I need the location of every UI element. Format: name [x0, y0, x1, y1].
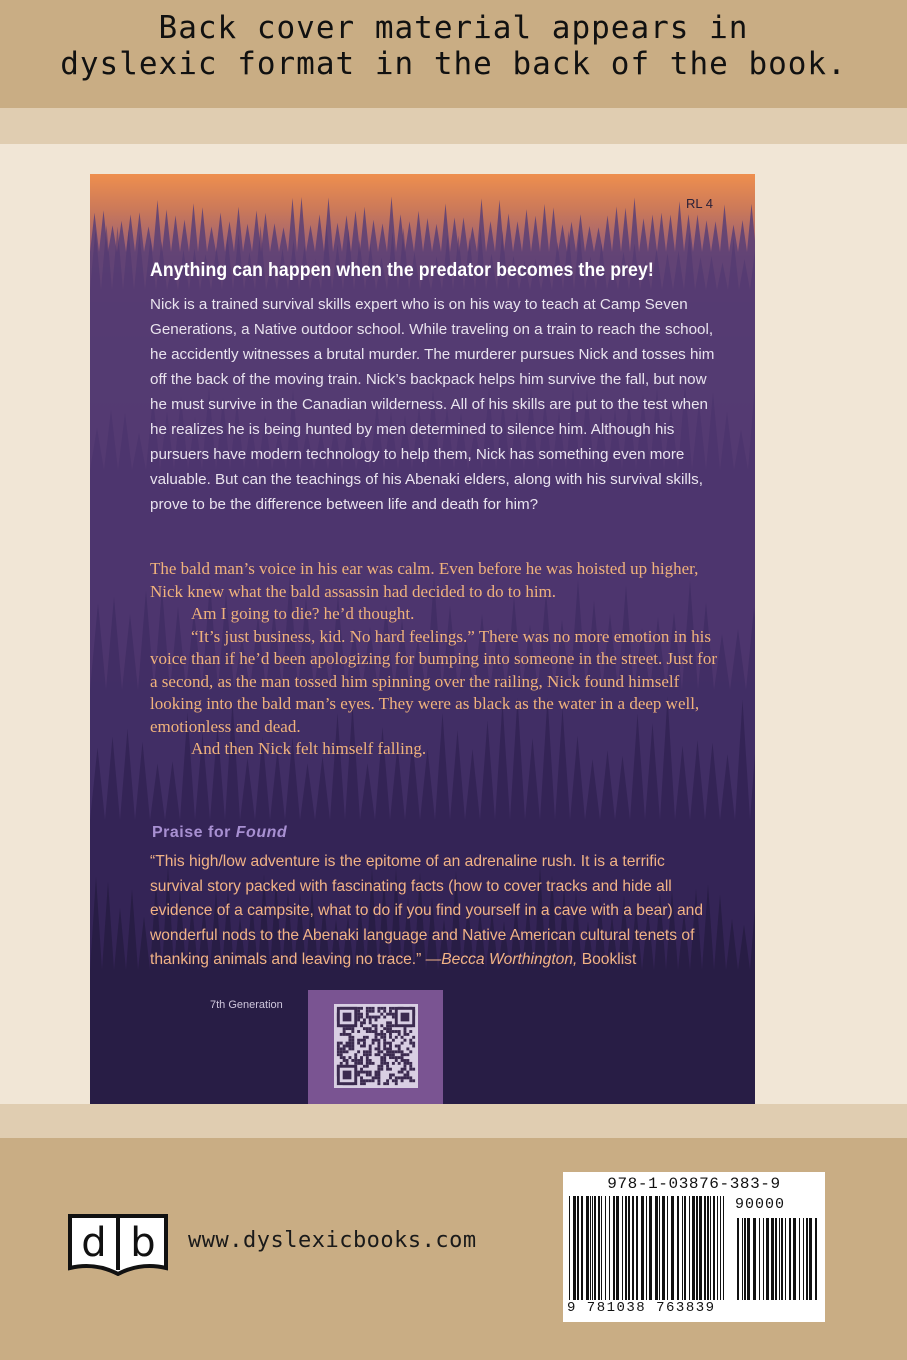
synopsis: Nick is a trained survival skills expert who is on his way to teach at Camp Seven Generations, a Native outdoor school. While traveling on a train to reach the school, he accidently witnesses a brutal murder. The murderer pursues Nick and tosses him off the back of the moving train. Nick’s backpack helps him survive the fall, but now he must survive in the Canadian wilderness. All of his skills are put to the test when he realizes he is being hunted by men determined to silence him. Although his pursuers have modern technology to help them, Nick has something even more valuable. But can the teachings of his Abenaki elders, along with his survival skills, prove to be the difference between life and death for him? [150, 296, 715, 513]
qr-code-icon [334, 1004, 418, 1088]
bottom-stripe [0, 1104, 907, 1138]
reading-level: RL 4 [686, 196, 713, 211]
top-stripe [0, 108, 907, 144]
praise-heading-title: Found [235, 824, 288, 841]
review-quote [150, 850, 718, 973]
review-source: Booklist [577, 951, 637, 968]
top-banner [0, 0, 907, 108]
review-author: —Becca Worthington, [425, 951, 578, 968]
dyslexic-books-logo [66, 1212, 170, 1276]
isbn-barcode [563, 1172, 825, 1322]
praise-heading [152, 824, 287, 842]
dyslexic-format-notice [0, 10, 907, 82]
book-excerpt [150, 558, 720, 761]
notice-line-2: dyslexic format in the back of the book. [60, 46, 847, 82]
logo-letter-d: d [81, 1220, 107, 1266]
review-text: “This high/low adventure is the epitome of an adrenaline rush. It is a terrific survival story packed with fascinating facts (how to cover tracks and hide all evidence of a campsite, what to do if you find yourself in a cave with a bear) and wonderful nods to the Abenaki language and Native American cultural tenets of thanking animals and leaving no trace.” [150, 853, 704, 968]
ean-digits: 9 781038 763839 [567, 1300, 716, 1316]
qr-code-panel [308, 990, 443, 1104]
praise-heading-prefix: Praise for [152, 824, 236, 841]
publisher-name: 7th Generation [210, 999, 283, 1011]
isbn-number: 978-1-03876-383-9 [607, 1175, 781, 1193]
excerpt-paragraph: Am I going to die? he’d thought. [191, 604, 415, 623]
logo-letter-b: b [130, 1220, 156, 1266]
back-cover-art [90, 174, 755, 1104]
notice-line-1: Back cover material appears in [158, 10, 749, 46]
excerpt-paragraph: “It’s just business, kid. No hard feelings.” There was no more emotion in his voice than if he’d been apologizing for bumping into someone in the street. Just for a second, as the man tossed him spinning over the railing, Nick found himself looking into the bald man’s eyes. They were as black as the water in a deep well, emotionless and dead. [150, 626, 718, 736]
website-url: www.dyslexicbooks.com [188, 1228, 477, 1253]
excerpt-paragraph: And then Nick felt himself falling. [191, 739, 427, 758]
price-code: 90000 [735, 1196, 786, 1213]
excerpt-paragraph: The bald man’s voice in his ear was calm. Even before he was hoisted up higher, Nick knew what the bald assassin had decided to do to him. [150, 559, 699, 601]
tagline-headline: Anything can happen when the predator becomes the prey! [150, 260, 654, 281]
